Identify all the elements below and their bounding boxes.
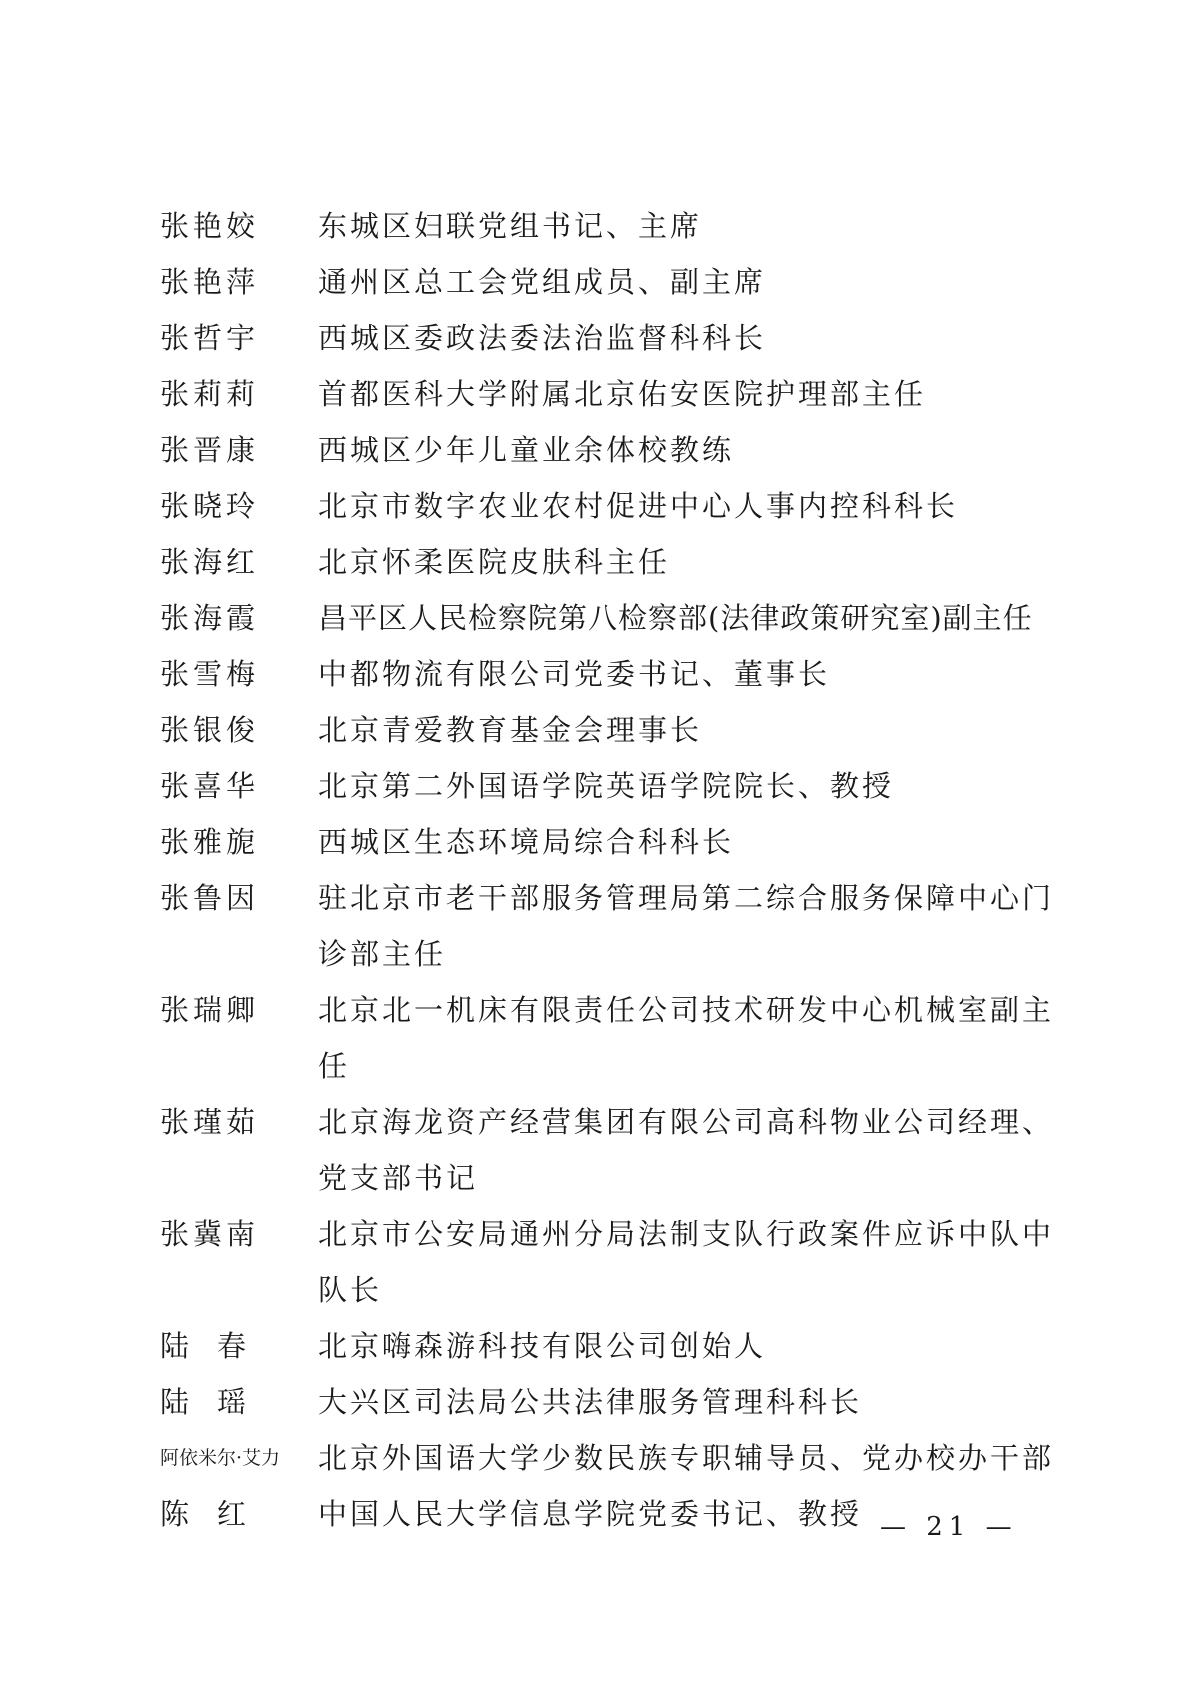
- person-name-part: 陆: [160, 1385, 190, 1419]
- person-name: 张鲁因: [160, 881, 260, 915]
- person-title: 西城区少年儿童业余体校教练: [318, 433, 735, 467]
- person-title: 通州区总工会党组成员、副主席: [318, 265, 767, 299]
- person-title: 驻北京市老干部服务管理局第二综合服务保障中心门诊部主任: [318, 881, 1055, 971]
- person-name: 张瑾茹: [160, 1105, 260, 1139]
- person-name: 张瑞卿: [160, 993, 260, 1027]
- person-name-part: 陈: [160, 1497, 190, 1531]
- person-title: 东城区妇联党组书记、主席: [318, 209, 703, 243]
- list-item: [160, 702, 1060, 758]
- person-title: 西城区委政法委法治监督科科长: [318, 321, 767, 355]
- list-item: [160, 310, 1060, 366]
- page-number: — 21 —: [880, 1512, 1018, 1542]
- person-name: 张晋康: [160, 433, 260, 467]
- list-item: [160, 646, 1060, 702]
- person-name-part: 瑶: [216, 1385, 246, 1419]
- list-item: [160, 1430, 1060, 1486]
- person-name: [160, 1486, 246, 1542]
- person-name: 张晓玲: [160, 489, 260, 523]
- list-item: [160, 590, 1060, 646]
- person-name: 张海红: [160, 545, 260, 579]
- person-name: 张雅旎: [160, 825, 260, 859]
- list-item: [160, 1094, 1060, 1206]
- person-name: 张艳姣: [160, 209, 260, 243]
- person-name: 阿依米尔·艾力: [160, 1447, 281, 1469]
- person-title: 北京第二外国语学院英语学院院长、教授: [318, 769, 895, 803]
- list-item: [160, 870, 1060, 982]
- person-title: 北京青爱教育基金会理事长: [318, 713, 703, 747]
- list-item: [160, 1206, 1060, 1318]
- list-item: [160, 1374, 1060, 1430]
- list-item: [160, 758, 1060, 814]
- person-name-part: 红: [216, 1497, 246, 1531]
- list-item: [160, 478, 1060, 534]
- person-name: [160, 1318, 246, 1374]
- person-name-part: 陆: [160, 1329, 190, 1363]
- list-item: [160, 422, 1060, 478]
- person-title: 北京海龙资产经营集团有限公司高科物业公司经理、党支部书记: [318, 1105, 1055, 1195]
- person-title: 北京市数字农业农村促进中心人事内控科科长: [318, 489, 959, 523]
- person-title: 西城区生态环境局综合科科长: [318, 825, 735, 859]
- person-title: 首都医科大学附属北京佑安医院护理部主任: [318, 377, 927, 411]
- person-name: 张冀南: [160, 1217, 260, 1251]
- person-name-part: 春: [216, 1329, 246, 1363]
- list-item: [160, 198, 1060, 254]
- person-name: [160, 1374, 246, 1430]
- list-item: [160, 982, 1060, 1094]
- person-title: 北京北一机床有限责任公司技术研发中心机械室副主任: [318, 993, 1055, 1083]
- list-item: [160, 1318, 1060, 1374]
- list-item: [160, 254, 1060, 310]
- name-list: [160, 198, 1060, 1542]
- person-name: 张海霞: [160, 601, 260, 635]
- person-name: 张喜华: [160, 769, 260, 803]
- person-title: 北京怀柔医院皮肤科主任: [318, 545, 671, 579]
- person-title: 大兴区司法局公共法律服务管理科科长: [318, 1385, 863, 1419]
- person-title: 中都物流有限公司党委书记、董事长: [318, 657, 831, 691]
- person-name: 张哲宇: [160, 321, 260, 355]
- person-name: 张银俊: [160, 713, 260, 747]
- person-name: 张艳萍: [160, 265, 260, 299]
- person-title: 北京外国语大学少数民族专职辅导员、党办校办干部: [318, 1441, 1055, 1475]
- list-item: [160, 534, 1060, 590]
- list-item: [160, 366, 1060, 422]
- person-name: 张莉莉: [160, 377, 260, 411]
- person-title: 中国人民大学信息学院党委书记、教授: [318, 1497, 863, 1531]
- person-title: 昌平区人民检察院第八检察部(法律政策研究室)副主任: [318, 601, 1033, 635]
- list-item: [160, 814, 1060, 870]
- person-name: 张雪梅: [160, 657, 260, 691]
- person-title: 北京市公安局通州分局法制支队行政案件应诉中队中队长: [318, 1217, 1055, 1307]
- person-title: 北京嗨森游科技有限公司创始人: [318, 1329, 767, 1363]
